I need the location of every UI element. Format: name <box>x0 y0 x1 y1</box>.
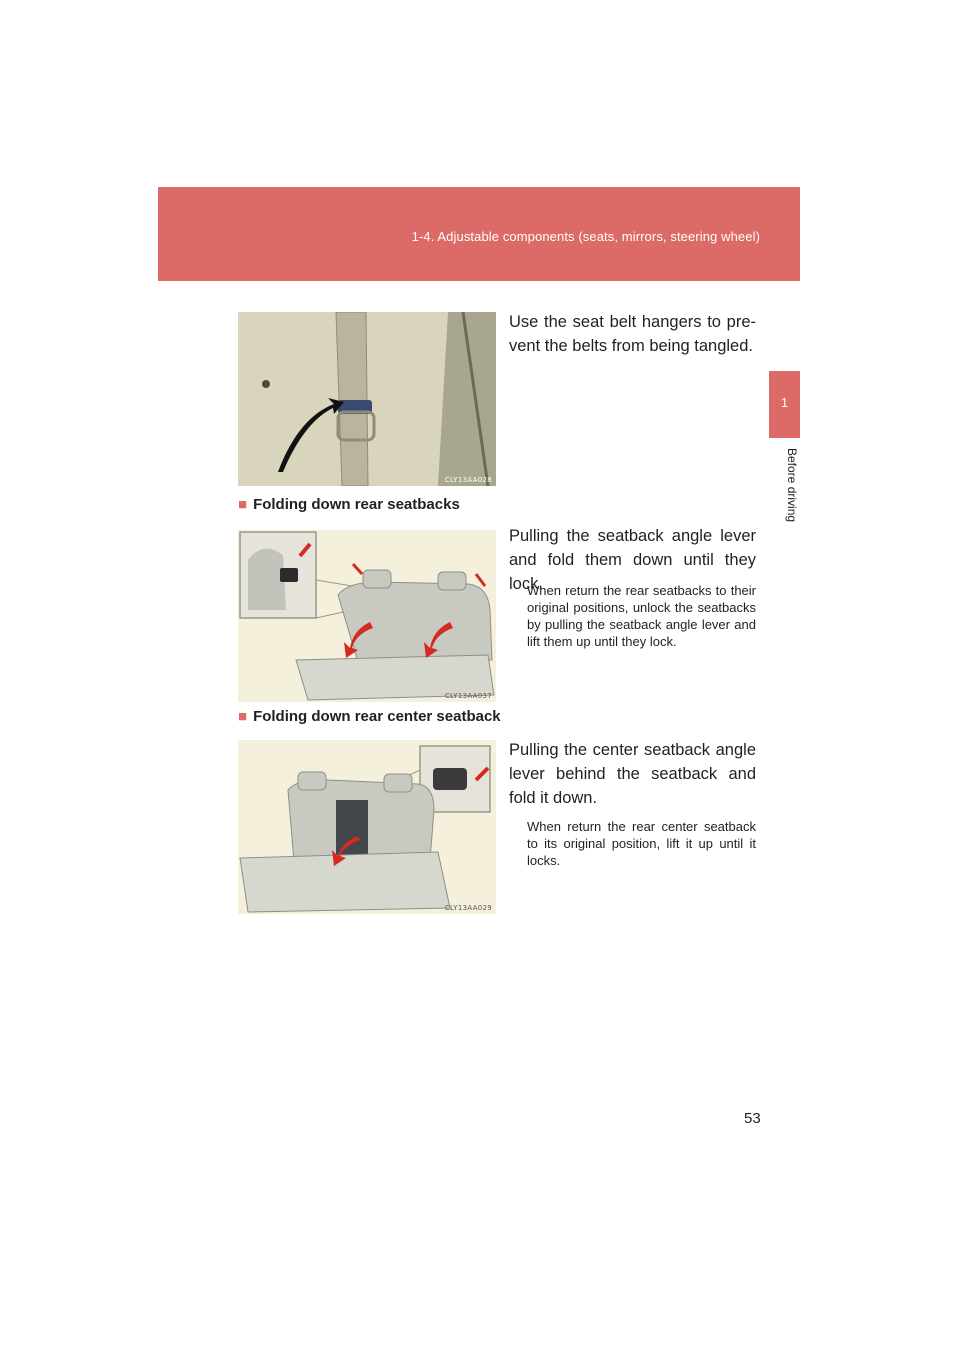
chapter-tab <box>769 371 800 438</box>
center-seatback-illustration <box>238 740 496 914</box>
section-heading-folding-seatbacks: ■ Folding down rear seatbacks <box>238 496 460 513</box>
square-bullet-icon: ■ <box>238 708 248 725</box>
chapter-number: 1 <box>780 395 789 410</box>
folding-center-seatback-note: When return the rear center seatback to its original position, lift it up until it locks. <box>527 819 756 868</box>
chapter-side-label: Before driving <box>785 448 799 523</box>
header-band <box>158 187 800 281</box>
seat-belt-hanger-text: Use the seat belt hangers to pre-vent the belts from being tangled. <box>509 313 756 355</box>
square-bullet-icon: ■ <box>238 496 248 513</box>
figure-code: CLY13AA028 <box>444 476 492 484</box>
seat-belt-hanger-illustration <box>238 312 496 486</box>
rear-seatbacks-illustration <box>238 530 496 702</box>
page-number: 53 <box>744 1110 761 1127</box>
chapter-title: 1-4. Adjustable components (seats, mirrors, steering wheel) <box>411 229 760 244</box>
folding-seatbacks-text: Pulling the seatback angle lever and fold them down until they lock. <box>509 527 756 593</box>
folding-center-seatback-text: Pulling the center seatback angle lever behind the seatback and fold it down. <box>509 741 756 807</box>
figure-code: CLY13AA037 <box>444 692 492 700</box>
figure-code: CLY13AA029 <box>444 904 492 912</box>
section-heading-folding-center-seatback: ■ Folding down rear center seatback <box>238 708 501 725</box>
folding-seatbacks-note: When return the rear seatbacks to their original positions, unlock the seatbacks by pulling the seatback angle lever and lift them up until they lock. <box>527 583 756 649</box>
